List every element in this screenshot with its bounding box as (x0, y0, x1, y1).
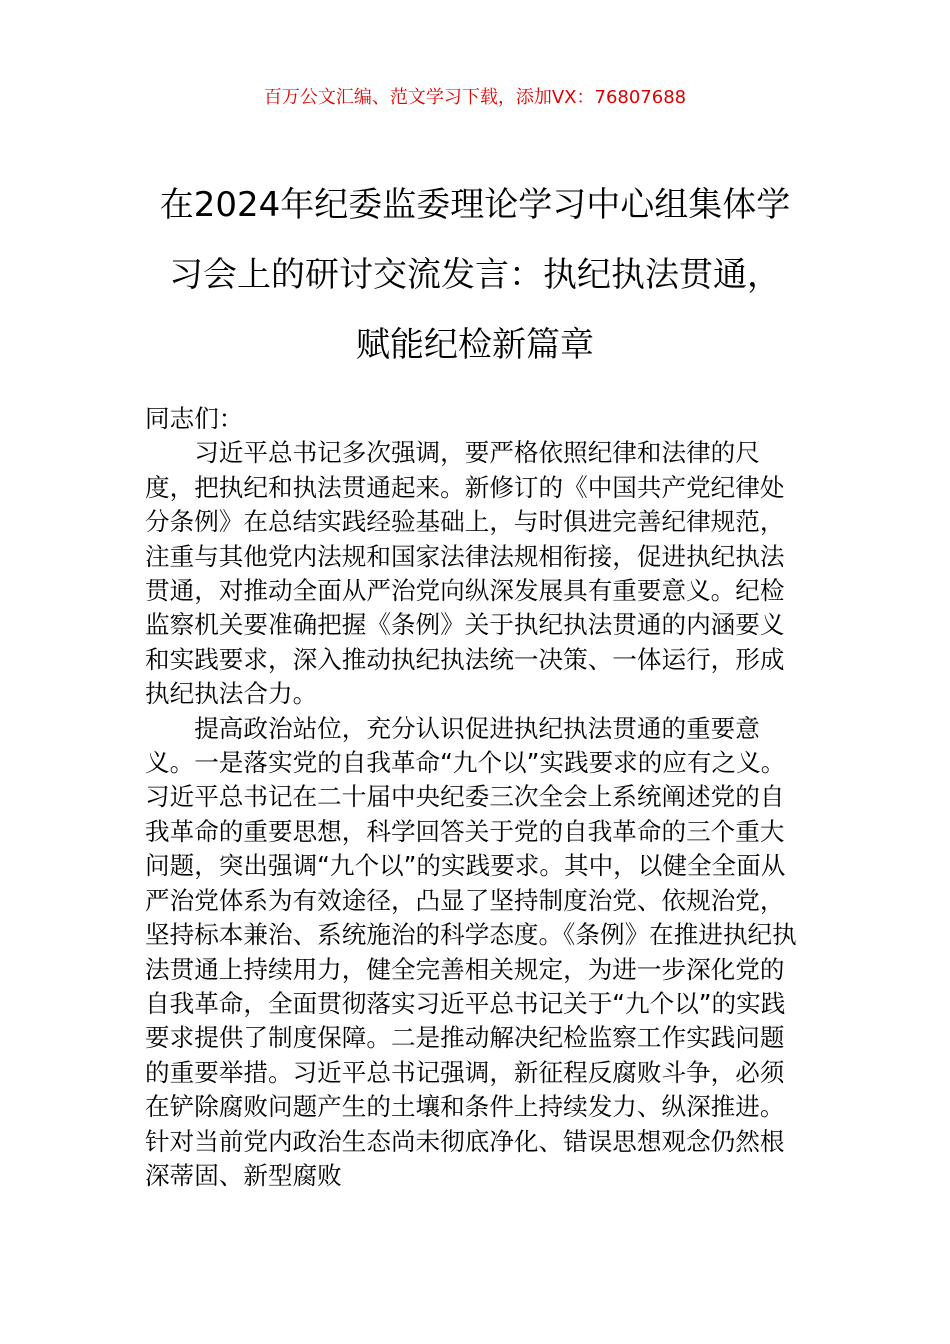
title-line: 在2024年纪委监委理论学习中心组集体学 (159, 185, 791, 225)
paragraph: 习近平总书记多次强调，要严格依照纪律和法律的尺度，把执纪和执法贯通起来。新修订的《中国共产党纪律处分条例》在总结实践经验基础上，与时俱进完善纪律规范，注重与其他党内法规和国家法律法规相衔接，促进执纪执法贯通，对推动全面从严治党向纵深发展具有重要意义。纪检监察机关要准确把握《条例》关于执纪执法贯通的内涵要义和实践要求，深入推动执纪执法统一决策、一体运行，形成执纪执法合力。 (145, 438, 785, 709)
document-body (145, 402, 805, 1193)
title-line: 习会上的研讨交流发言：执纪执法贯通， (169, 255, 781, 295)
header-note: 百万公文汇编、范文学习下载，添加VX：76807688 (263, 87, 687, 108)
document-title (145, 170, 805, 380)
paragraph: 提高政治站位，充分认识促进执纪执法贯通的重要意义。一是落实党的自我革命“九个以”实践要求的应有之义。习近平总书记在二十届中央纪委三次全会上系统阐述党的自我革命的重要思想，科学回答关于党的自我革命的三个重大问题，突出强调“九个以”的实践要求。其中，以健全全面从严治党体系为有效途径，凸显了坚持制度治党、依规治党，坚持标本兼治、系统施治的科学态度。《条例》在推进执纪执法贯通上持续用力，健全完善相关规定，为进一步深化党的自我革命，全面贯彻落实习近平总书记关于“九个以”的实践要求提供了制度保障。二是推动解决纪检监察工作实践问题的重要举措。习近平总书记强调，新征程反腐败斗争，必须在铲除腐败问题产生的土壤和条件上持续发力、纵深推进。针对当前党内政治生态尚未彻底净化、错误思想观念仍然根深蒂固、新型腐败 (145, 713, 797, 1190)
title-line: 赋能纪检新篇章 (356, 325, 594, 365)
salutation: 同志们： (145, 404, 244, 433)
